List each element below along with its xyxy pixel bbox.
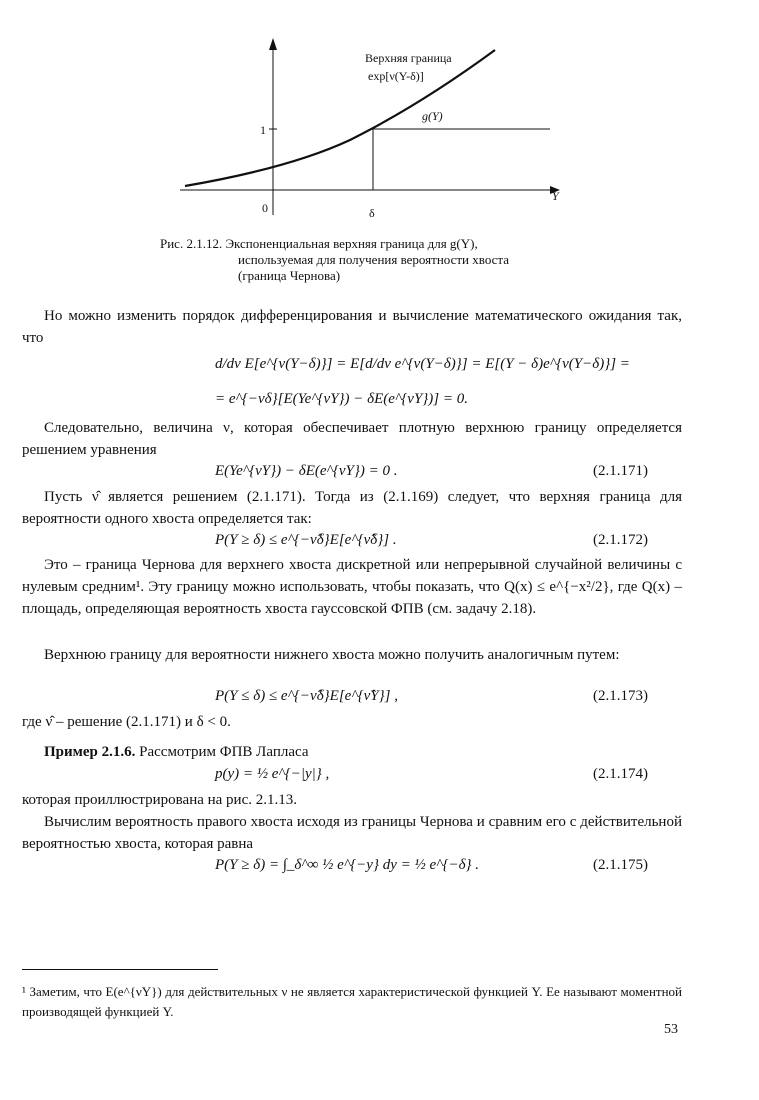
equation-2-1-175: P(Y ≥ δ) = ∫_δ^∞ ½ e^{−y} dy = ½ e^{−δ} . [215,857,480,873]
origin-label: 0 [262,201,268,215]
paragraph-4: Это – граница Чернова для верхнего хвоста дискретной или непрерывной случайной величины с нулевым средним¹. Эту границу можно использовать, чтобы показать, что Q(x) ≤ e^{−x²/2}, где Q(x) – площадь, определяющая вероятность хвоста гауссовской ФПВ (см. задачу 2.18). [22,557,682,617]
paragraph-7: которая проиллюстрирована на рис. 2.1.13. [22,792,297,808]
example-label: Пример 2.1.6. [44,744,136,760]
paragraph-6: где ν̂ – решение (2.1.171) и δ < 0. [22,714,231,730]
paragraph-3: Пусть ν̂ является решением (2.1.171). Тогда из (2.1.169) следует, что верхняя граница для вероятности одного хвоста определяется так: [22,489,682,527]
equation-number-174: (2.1.174) [593,766,648,782]
y-tick-label: 1 [260,123,266,137]
upper-bound-curve [185,50,495,186]
equation-derivative-result: = e^{−νδ}[E(Ye^{νY}) − δE(e^{νY})] = 0. [215,391,468,407]
equation-derivative: d/dν E[e^{ν(Y−δ)}] = E[d/dν e^{ν(Y−δ)}] = E[(Y − δ)e^{ν(Y−δ)}] = [215,356,630,372]
figure-caption [160,236,560,284]
paragraph-5: Верхнюю границу для вероятности нижнего хвоста можно получить аналогичным путем: [44,647,620,663]
chernoff-bound-figure [170,30,570,230]
paragraph-2: Следовательно, величина ν, которая обеспечивает плотную верхнюю границу определяется решением уравнения [22,420,682,458]
example-heading [22,741,682,763]
caption-line-3: (граница Чернова) [238,268,341,283]
delta-label: δ [369,206,375,220]
footnote-rule [22,969,218,970]
y-axis-arrow [269,38,277,50]
paragraph-1: Но можно изменить порядок дифференцирования и вычисление математического ожидания так, что [22,308,682,346]
paragraph-8: Вычислим вероятность правого хвоста исходя из границы Чернова и сравним его с действительной вероятностью хвоста, которая равна [22,814,682,852]
equation-2-1-171: E(Ye^{νY}) − δE(e^{νY}) = 0 . [215,463,398,479]
equation-2-1-173: P(Y ≤ δ) ≤ e^{−ν̂δ}E[e^{ν̂Y}] , [215,688,398,704]
caption-line-1: Рис. 2.1.12. Экспоненциальная верхняя граница для g(Y), [160,236,478,251]
example-text: Рассмотрим ФПВ Лапласа [135,744,309,760]
page-number: 53 [664,1022,678,1037]
x-axis-label: Y [552,189,559,203]
equation-number-172: (2.1.172) [593,532,648,548]
upper-bound-label: Верхняя граница [365,51,452,65]
upper-bound-formula: exp[ν(Y-δ)] [368,69,424,83]
caption-line-2: используемая для получения вероятности хвоста [238,252,510,267]
equation-number-173: (2.1.173) [593,688,648,704]
equation-number-171: (2.1.171) [593,463,648,479]
g-label: g(Y) [422,109,443,123]
footnote: ¹ Заметим, что E(e^{νY}) для действительных ν не является характеристической функцией Y. Ее называют моментной производящей функцией Y. [22,984,682,1019]
equation-2-1-174: p(y) = ½ e^{−|y|} , [215,766,330,782]
equation-2-1-172: P(Y ≥ δ) ≤ e^{−ν̂δ}E[e^{ν̂δ}] . [215,532,397,548]
equation-number-175: (2.1.175) [593,857,648,873]
